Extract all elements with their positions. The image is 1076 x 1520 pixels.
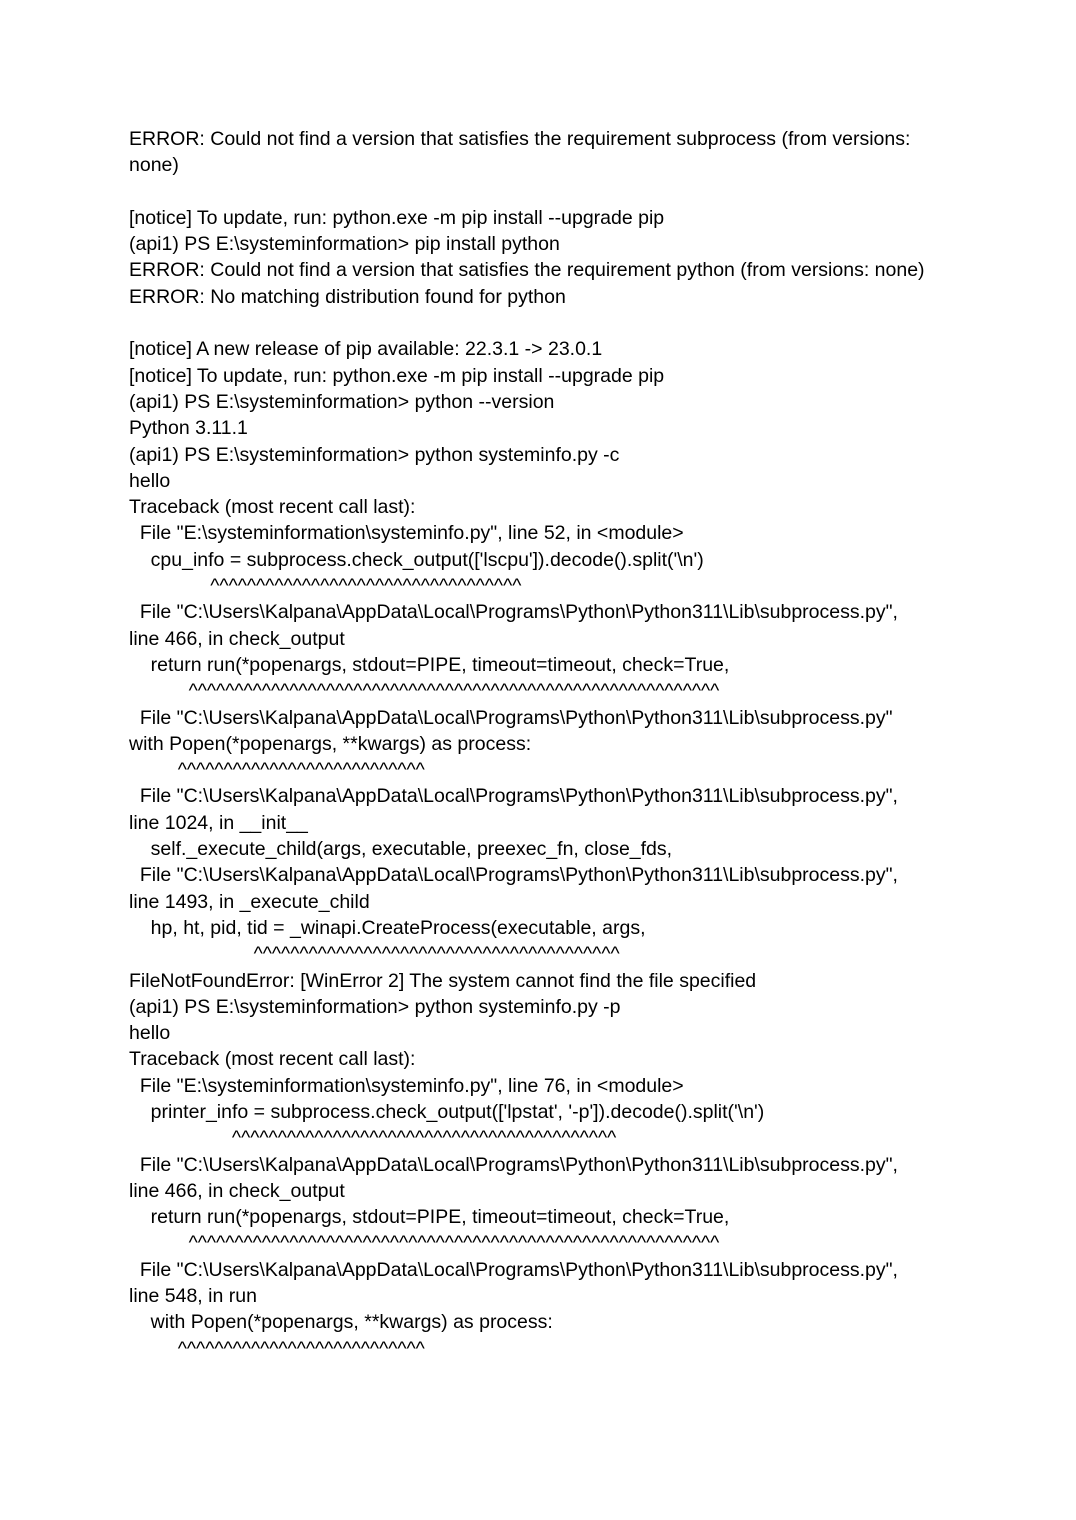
console-line: printer_info = subprocess.check_output(['lpstat', '-p']).decode().split('\n') [129, 1100, 765, 1123]
console-line: ^^^^^^^^^^^^^^^^^^^^^^^^^^^ [129, 759, 425, 782]
blank-line [129, 179, 959, 205]
console-line: none) [129, 154, 179, 177]
console-line: with Popen(*popenargs, **kwargs) as process: [129, 1311, 553, 1334]
console-line: File "E:\systeminformation\systeminfo.py", line 76, in <module> [129, 1074, 684, 1097]
console-line: [notice] A new release of pip available: 22.3.1 -> 23.0.1 [129, 338, 603, 361]
console-line: [notice] To update, run: python.exe -m pip install --upgrade pip [129, 364, 665, 387]
console-line: File "C:\Users\Kalpana\AppData\Local\Programs\Python\Python311\Lib\subprocess.py", [129, 1153, 898, 1176]
console-line: File "E:\systeminformation\systeminfo.py", line 52, in <module> [129, 522, 684, 545]
console-line: ^^^^^^^^^^^^^^^^^^^^^^^^^^^^^^^^^^^^^^^^^^^^^^^^^^^^^^^^^^ [129, 680, 720, 703]
console-line: ^^^^^^^^^^^^^^^^^^^^^^^^^^^^^^^^^^^^^^^^^^ [129, 1127, 617, 1150]
console-line: (api1) PS E:\systeminformation> pip install python [129, 233, 560, 256]
console-line: Traceback (most recent call last): [129, 1048, 416, 1071]
console-line: with Popen(*popenargs, **kwargs) as process: [129, 732, 532, 755]
console-line: ERROR: Could not find a version that satisfies the requirement python (from versions: none) [129, 259, 925, 282]
console-line: FileNotFoundError: [WinError 2] The system cannot find the file specified [129, 969, 757, 992]
console-line: return run(*popenargs, stdout=PIPE, timeout=timeout, check=True, [129, 653, 730, 676]
console-line: line 1493, in _execute_child [129, 890, 370, 913]
console-line: File "C:\Users\Kalpana\AppData\Local\Programs\Python\Python311\Lib\subprocess.py", [129, 1258, 898, 1281]
console-line: (api1) PS E:\systeminformation> python systeminfo.py -p [129, 995, 621, 1018]
console-line: ^^^^^^^^^^^^^^^^^^^^^^^^^^^^^^^^^^^^^^^^^^^^^^^^^^^^^^^^^^ [129, 1232, 720, 1255]
console-line: line 466, in check_output [129, 627, 345, 650]
console-line: line 1024, in __init__ [129, 811, 308, 834]
console-line: File "C:\Users\Kalpana\AppData\Local\Programs\Python\Python311\Lib\subprocess.py", [129, 601, 898, 624]
console-line: (api1) PS E:\systeminformation> python systeminfo.py -c [129, 443, 620, 466]
console-line: ERROR: Could not find a version that satisfies the requirement subprocess (from versions: [129, 128, 911, 150]
console-line: ERROR: No matching distribution found for python [129, 285, 566, 308]
console-line: (api1) PS E:\systeminformation> python --version [129, 390, 555, 413]
console-line: cpu_info = subprocess.check_output(['lscpu']).decode().split('\n') [129, 548, 704, 571]
console-line: hp, ht, pid, tid = _winapi.CreateProcess(executable, args, [129, 916, 646, 939]
console-line: return run(*popenargs, stdout=PIPE, timeout=timeout, check=True, [129, 1206, 730, 1229]
console-line: line 466, in check_output [129, 1179, 345, 1202]
console-line: Traceback (most recent call last): [129, 496, 416, 519]
console-line: hello [129, 1022, 171, 1045]
console-line: ^^^^^^^^^^^^^^^^^^^^^^^^^^^^^^^^^^ [129, 575, 522, 598]
console-line: [notice] To update, run: python.exe -m pip install --upgrade pip [129, 206, 665, 229]
console-line: ^^^^^^^^^^^^^^^^^^^^^^^^^^^ [129, 1337, 425, 1360]
console-line: ^^^^^^^^^^^^^^^^^^^^^^^^^^^^^^^^^^^^^^^^ [129, 943, 620, 966]
console-line: hello [129, 469, 171, 492]
console-line: line 548, in run [129, 1285, 257, 1308]
console-line: Python 3.11.1 [129, 417, 248, 440]
blank-line [129, 310, 959, 336]
console-output [129, 126, 959, 1362]
console-line: File "C:\Users\Kalpana\AppData\Local\Programs\Python\Python311\Lib\subprocess.py", [129, 785, 898, 808]
console-line: File "C:\Users\Kalpana\AppData\Local\Programs\Python\Python311\Lib\subprocess.py" [129, 706, 893, 729]
console-line: File "C:\Users\Kalpana\AppData\Local\Programs\Python\Python311\Lib\subprocess.py", [129, 864, 898, 887]
console-line: self._execute_child(args, executable, preexec_fn, close_fds, [129, 838, 673, 861]
